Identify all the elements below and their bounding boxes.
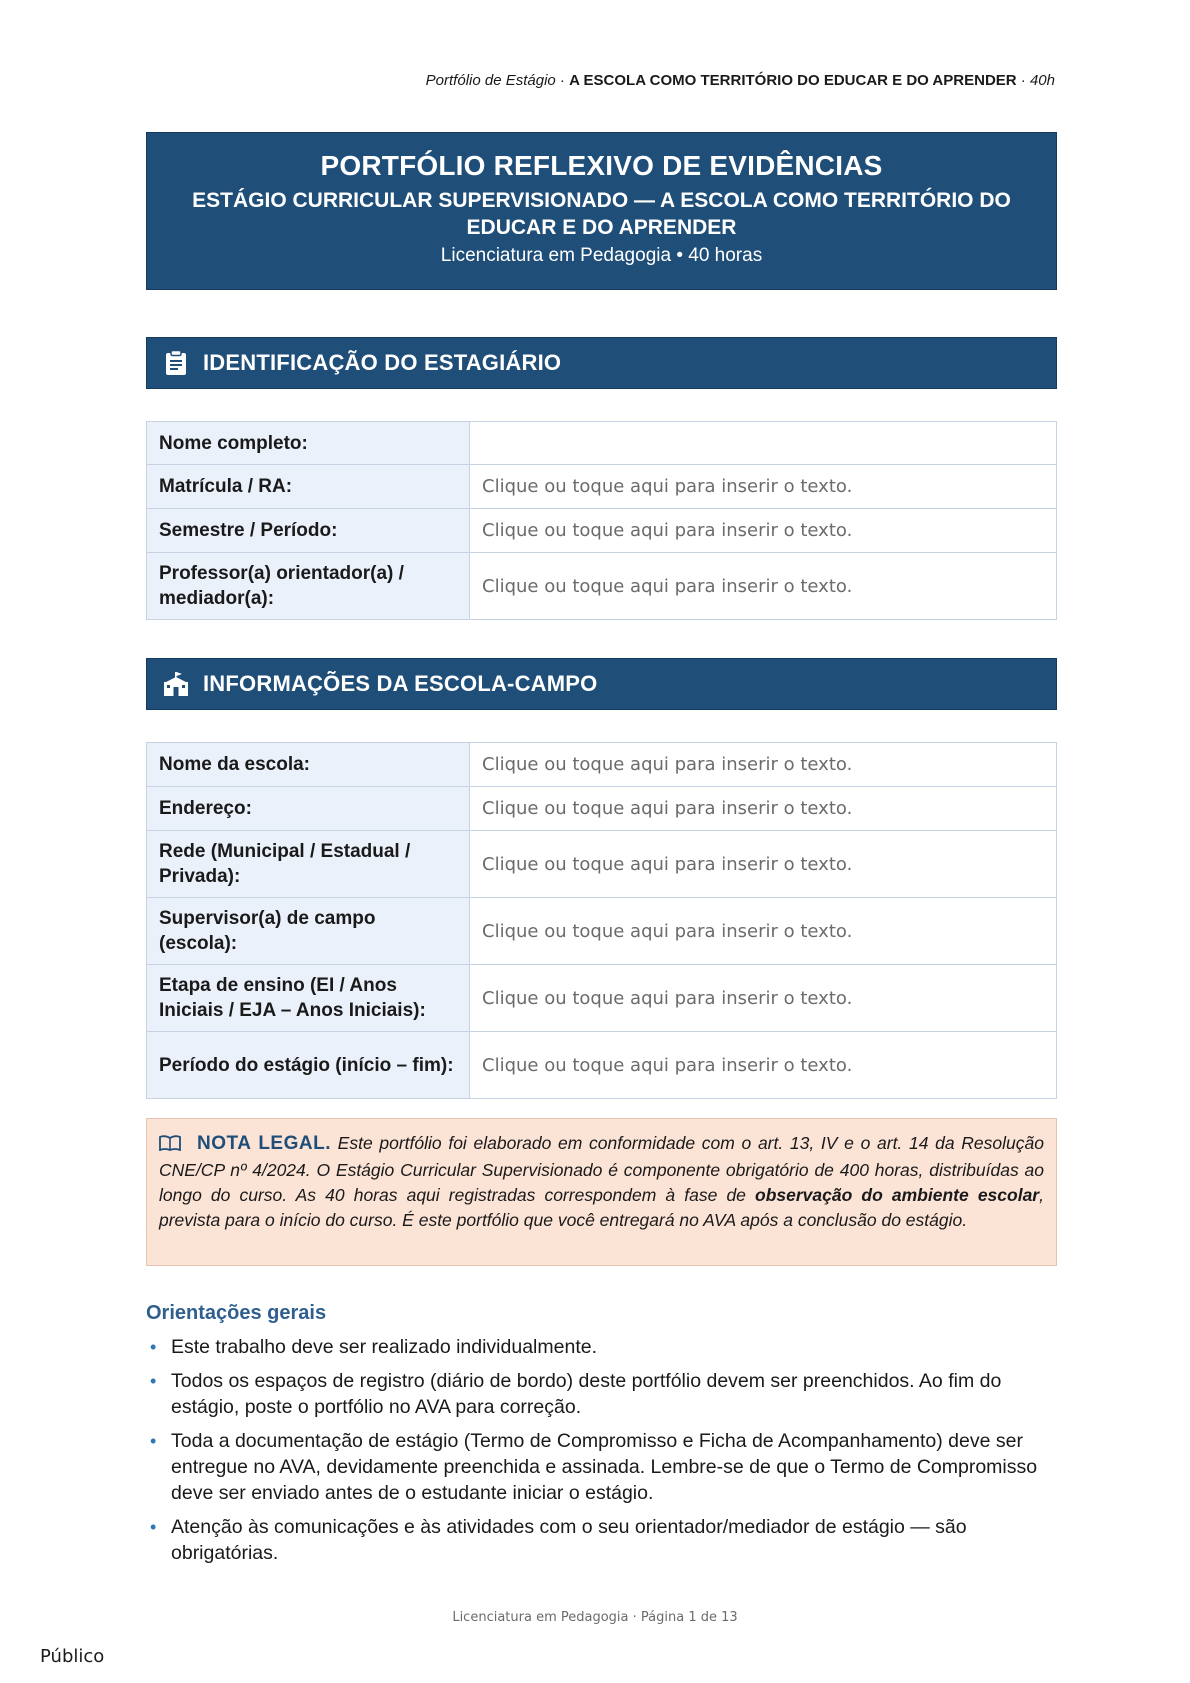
table-row — [147, 743, 1057, 787]
bullet-icon: • — [150, 1431, 157, 1451]
table-row — [147, 465, 1057, 509]
section-title: IDENTIFICAÇÃO DO ESTAGIÁRIO — [203, 350, 562, 375]
list-item — [146, 1368, 1057, 1420]
field-label: Nome da escola: — [147, 743, 470, 787]
running-header-separator: · — [1016, 72, 1030, 89]
identificacao-table — [146, 421, 1057, 620]
field-label: Endereço: — [147, 787, 470, 831]
endereco-field[interactable]: Clique ou toque aqui para inserir o texto. — [470, 787, 1057, 831]
guideline-text: Atenção às comunicações e às atividades com o seu orientador/mediador de estágio — são obrigatórias. — [171, 1516, 967, 1564]
field-label: Etapa de ensino (EI / Anos Iniciais / EJA – Anos Iniciais): — [147, 965, 470, 1032]
document-course: Licenciatura em Pedagogia • 40 horas — [440, 245, 763, 266]
list-item — [146, 1514, 1057, 1566]
document-title-box — [146, 132, 1057, 290]
table-row — [147, 553, 1057, 620]
running-header — [135, 72, 1055, 89]
document-title: PORTFÓLIO REFLEXIVO DE EVIDÊNCIAS — [320, 150, 883, 181]
list-item — [146, 1334, 1057, 1360]
semestre-field[interactable]: Clique ou toque aqui para inserir o texto. — [470, 509, 1057, 553]
etapa-ensino-field[interactable]: Clique ou toque aqui para inserir o texto. — [470, 965, 1057, 1032]
school-icon — [163, 671, 189, 697]
field-label: Período do estágio (início – fim): — [147, 1032, 470, 1099]
legal-note-emphasis: observação do ambiente escolar — [755, 1185, 1040, 1205]
table-row — [147, 787, 1057, 831]
legal-note-text: Este portfólio foi elaborado em conformidade com o art. 13, IV e o art. 14 da Resolução CNE/CP nº 4/2024. O Estágio Curricular Supervisionado é componente obrigatório de 400 horas, distribuídas ao longo do curso. As 40 horas aqui registradas correspondem à fase de — [159, 1133, 1044, 1205]
bullet-icon: • — [150, 1517, 157, 1537]
section-header-identificacao — [146, 337, 1057, 389]
rede-field[interactable]: Clique ou toque aqui para inserir o texto. — [470, 831, 1057, 898]
supervisor-field[interactable]: Clique ou toque aqui para inserir o texto. — [470, 898, 1057, 965]
running-header-hours: 40h — [1029, 72, 1055, 89]
book-icon — [159, 1133, 181, 1158]
document-subtitle: ESTÁGIO CURRICULAR SUPERVISIONADO — A ESCOLA COMO TERRITÓRIO DO EDUCAR E DO APRENDER — [192, 189, 1011, 239]
field-label: Supervisor(a) de campo (escola): — [147, 898, 470, 965]
nome-escola-field[interactable]: Clique ou toque aqui para inserir o texto. — [470, 743, 1057, 787]
nome-completo-field[interactable] — [470, 422, 1057, 465]
section-title: INFORMAÇÕES DA ESCOLA-CAMPO — [203, 671, 598, 696]
table-row — [147, 1032, 1057, 1099]
guideline-text: Todos os espaços de registro (diário de bordo) deste portfólio devem ser preenchidos. Ao fim do estágio, poste o portfólio no AVA para correção. — [171, 1370, 1002, 1418]
table-row — [147, 898, 1057, 965]
section-header-escola — [146, 658, 1057, 710]
table-row — [147, 422, 1057, 465]
field-label: Matrícula / RA: — [147, 465, 470, 509]
running-header-separator: · — [555, 72, 570, 89]
classification-label: Público — [40, 1646, 105, 1667]
guidelines-title: Orientações gerais — [146, 1302, 327, 1324]
table-row — [147, 831, 1057, 898]
field-label: Rede (Municipal / Estadual / Privada): — [147, 831, 470, 898]
field-label: Professor(a) orientador(a) / mediador(a): — [147, 553, 470, 620]
page-footer: Licenciatura em Pedagogia · Página 1 de 13 — [452, 1610, 738, 1625]
guideline-text: Toda a documentação de estágio (Termo de Compromisso e Ficha de Acompanhamento) deve ser entregue no AVA, devidamente preenchida e assinada. Lembre-se de que o Termo de Compromisso deve ser enviado antes de o estudante iniciar o estágio. — [171, 1430, 1038, 1504]
clipboard-icon — [163, 350, 189, 376]
running-header-title: A ESCOLA COMO TERRITÓRIO DO EDUCAR E DO APRENDER — [569, 72, 1017, 89]
legal-note-text: , prevista para o início do curso. É este portfólio que você entregará no AVA após a conclusão do estágio. — [159, 1185, 1044, 1230]
field-label: Nome completo: — [147, 422, 470, 465]
running-header-prefix: Portfólio de Estágio — [425, 72, 556, 89]
field-label: Semestre / Período: — [147, 509, 470, 553]
guideline-text: Este trabalho deve ser realizado individualmente. — [171, 1336, 598, 1358]
escola-table — [146, 742, 1057, 1099]
table-row — [147, 965, 1057, 1032]
guidelines-list — [146, 1334, 1057, 1574]
list-item — [146, 1428, 1057, 1506]
orientador-field[interactable]: Clique ou toque aqui para inserir o texto. — [470, 553, 1057, 620]
periodo-estagio-field[interactable]: Clique ou toque aqui para inserir o texto. — [470, 1032, 1057, 1099]
legal-note-heading: NOTA LEGAL. — [197, 1133, 331, 1154]
legal-note — [146, 1118, 1057, 1266]
table-row — [147, 509, 1057, 553]
bullet-icon: • — [150, 1337, 157, 1357]
matricula-field[interactable]: Clique ou toque aqui para inserir o texto. — [470, 465, 1057, 509]
bullet-icon: • — [150, 1371, 157, 1391]
